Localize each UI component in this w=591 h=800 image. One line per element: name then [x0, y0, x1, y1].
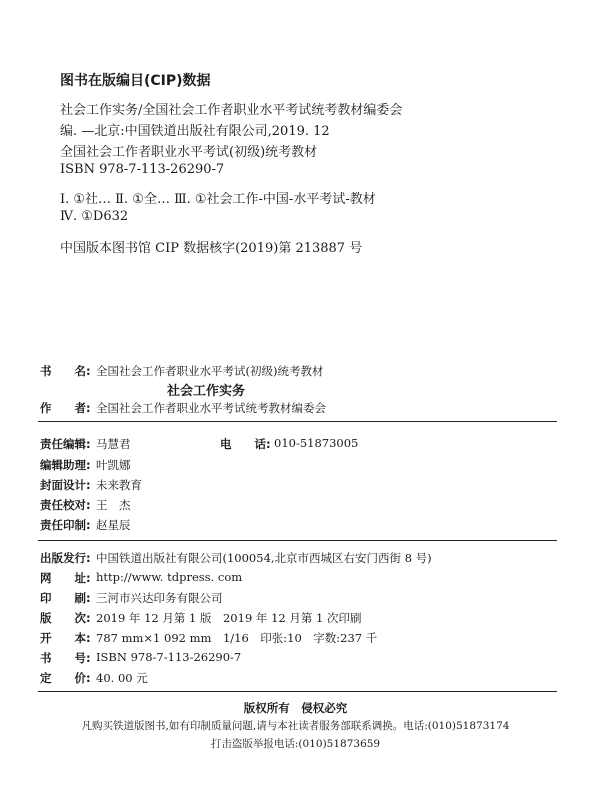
cip-classification: Ⅰ. ①社… Ⅱ. ①全… Ⅲ. ①社会工作-中国-水平考试-教材 — [60, 192, 376, 207]
edition-label: 版 次: — [40, 611, 91, 625]
phone-number: 010-51873005 — [274, 436, 359, 450]
cover-label: 封面设计: — [40, 478, 91, 492]
cip-line-2: 编. —北京:中国铁道出版社有限公司,2019. 12 — [60, 124, 330, 139]
book-title-label: 书 名: — [40, 364, 91, 378]
cover-designer: 未来教育 — [96, 478, 142, 492]
price: 40. 00 元 — [96, 671, 148, 685]
book-series: 全国社会工作者职业水平考试(初级)统考教材 — [96, 364, 324, 378]
publisher: 中国铁道出版社有限公司(100054,北京市西城区右安门西街 8 号) — [96, 551, 432, 565]
publisher-label: 出版发行: — [40, 551, 91, 565]
printer: 三河市兴达印务有限公司 — [96, 591, 223, 605]
cip-line-3: 全国社会工作者职业水平考试(初级)统考教材 — [60, 145, 318, 160]
cip-line-1: 社会工作实务/全国社会工作者职业水平考试统考教材编委会 — [60, 103, 403, 118]
book-author: 全国社会工作者职业水平考试统考教材编委会 — [96, 401, 326, 415]
cip-record: 中国版本图书馆 CIP 数据核字(2019)第 213887 号 — [60, 241, 363, 256]
author-label: 作 者: — [40, 401, 91, 415]
piracy-hotline: 打击盗版举报电话:(010)51873659 — [210, 738, 381, 750]
editor-label: 责任编辑: — [40, 437, 91, 451]
divider-2 — [38, 540, 557, 541]
price-label: 定 价: — [40, 671, 91, 685]
printer-label: 印 刷: — [40, 591, 91, 605]
cip-isbn: ISBN 978-7-113-26290-7 — [60, 162, 225, 177]
cip-heading: 图书在版编目(CIP)数据 — [60, 73, 211, 89]
edition: 2019 年 12 月第 1 版 2019 年 12 月第 1 次印刷 — [96, 611, 362, 625]
cip-classification-2: Ⅳ. ①D632 — [60, 209, 129, 224]
assistant-label: 编辑助理: — [40, 458, 91, 472]
editor-name: 马慧君 — [96, 437, 131, 451]
proof-name: 王 杰 — [96, 498, 131, 512]
isbn-label: 书 号: — [40, 651, 91, 665]
assistant-name: 叶凯娜 — [96, 458, 131, 472]
format-label: 开 本: — [40, 631, 91, 645]
book-title: 社会工作实务 — [167, 384, 246, 399]
format: 787 mm×1 092 mm 1/16 印张:10 字数:237 千 — [96, 631, 378, 645]
phone-label: 电 话: — [220, 437, 271, 451]
divider-3 — [38, 691, 557, 692]
quality-notice: 凡购买铁道版图书,如有印制质量问题,请与本社读者服务部联系调换。电话:(010)51873174 — [81, 720, 510, 732]
publisher-url[interactable]: http://www. tdpress. com — [96, 570, 243, 584]
print-label: 责任印制: — [40, 518, 91, 532]
isbn: ISBN 978-7-113-26290-7 — [96, 650, 242, 664]
proof-label: 责任校对: — [40, 498, 91, 512]
divider-1 — [38, 421, 557, 422]
print-name: 赵星辰 — [96, 518, 131, 532]
rights-notice: 版权所有 侵权必究 — [243, 701, 348, 715]
url-label: 网 址: — [40, 571, 91, 585]
